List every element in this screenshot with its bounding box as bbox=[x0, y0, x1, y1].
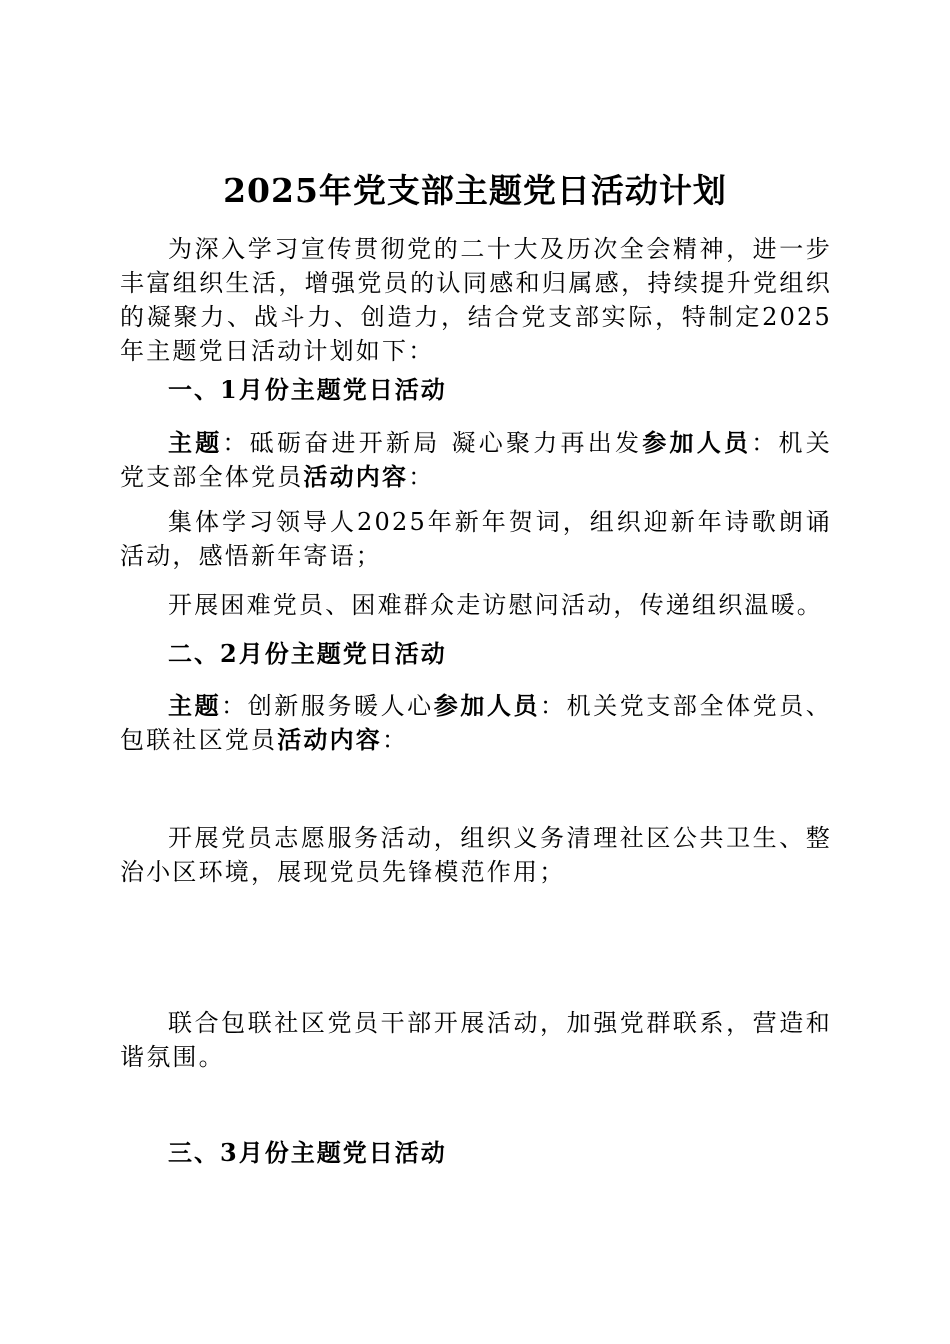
participants-text: ：机关党支部全体党员 bbox=[120, 429, 832, 491]
participants-label: 参加人员 bbox=[642, 428, 752, 457]
section-1-item: 集体学习领导人2025年新年贺词，组织迎新年诗歌朗诵活动，感悟新年寄语； bbox=[120, 508, 832, 570]
section-2-meta bbox=[120, 689, 832, 757]
theme-text: ：创新服务暖人心 bbox=[221, 692, 434, 720]
section-1-meta bbox=[120, 426, 832, 494]
content-colon: ： bbox=[382, 726, 409, 754]
participants-label: 参加人员 bbox=[433, 691, 541, 720]
participants-text: ：机关党支部全体党员、包联社区党员 bbox=[120, 692, 832, 754]
intro-paragraph: 为深入学习宣传贯彻党的二十大及历次全会精神，进一步丰富组织生活，增强党员的认同感和归属感，持续提升党组织的凝聚力、战斗力、创造力，结合党支部实际，特制定2025年主题党日活动计划如下： bbox=[120, 235, 832, 365]
section-heading-march: 三、3月份主题党日活动 bbox=[168, 1138, 447, 1167]
theme-label: 主题 bbox=[168, 691, 222, 720]
section-heading-february: 二、2月份主题党日活动 bbox=[168, 639, 447, 668]
content-colon: ： bbox=[408, 463, 435, 491]
theme-text: ：砥砺奋进开新局 凝心聚力再出发 bbox=[222, 429, 643, 457]
section-1-item: 开展困难党员、困难群众走访慰问活动，传递组织温暖。 bbox=[168, 591, 823, 619]
theme-label: 主题 bbox=[168, 428, 223, 457]
section-2-item: 开展党员志愿服务活动，组织义务清理社区公共卫生、整治小区环境，展现党员先锋模范作用； bbox=[120, 824, 832, 886]
document-title: 2025年党支部主题党日活动计划 bbox=[223, 171, 727, 210]
content-label: 活动内容 bbox=[277, 725, 383, 754]
section-2-item: 联合包联社区党员干部开展活动，加强党群联系，营造和谐氛围。 bbox=[120, 1009, 832, 1071]
content-label: 活动内容 bbox=[303, 462, 409, 491]
section-heading-january: 一、1月份主题党日活动 bbox=[168, 375, 447, 404]
